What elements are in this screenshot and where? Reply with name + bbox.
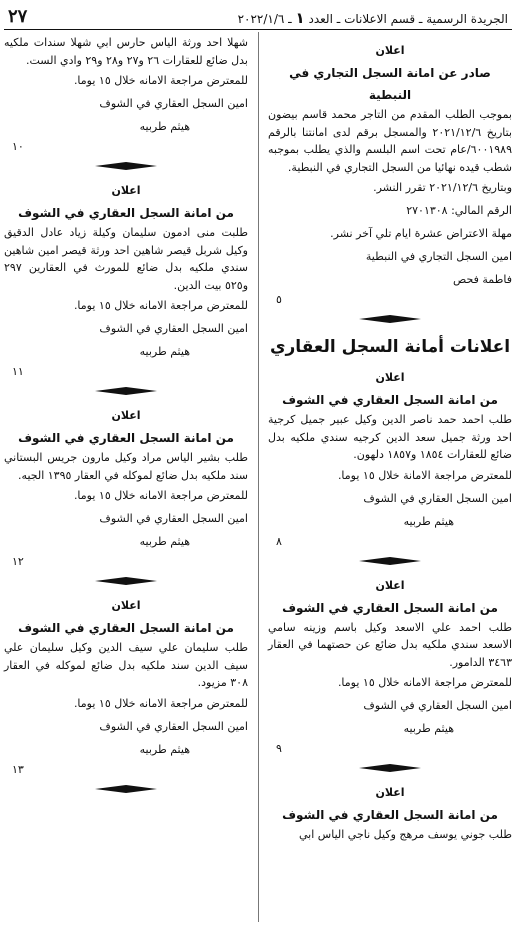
notice [268, 367, 512, 551]
objection-period: للمعترض مراجعة الامانه خلال ١٥ يوما. [73, 74, 248, 87]
title-prefix: الجريدة الرسمية ـ قسم الاعلانات ـ العدد [308, 12, 508, 26]
title-suffix: ـ ٢٠٢٢/١/٦ [237, 12, 292, 26]
notice-body: طلب احمد حمد ناصر الدين وكيل عبير جميل كرجية احد ورثة جميل سعد الدين كرجيه سندي ملكيه بدل ضائع للعقارات ١٨٥٤ و١٨٥٧ دلهون. [268, 413, 512, 461]
objection-period: للمعترض مراجعة الامانه خلال ١٥ يوما. [337, 676, 512, 689]
notice-issuer: من امانة السجل العقاري في الشوف [282, 808, 498, 822]
signatory-title: امين السجل التجاري في النبطية [365, 250, 512, 263]
signatory-title: امين السجل العقاري في الشوف [99, 512, 248, 525]
notice-number: ٩ [276, 742, 282, 755]
signatory-title: امين السجل العقاري في الشوف [99, 97, 248, 110]
notice-issuer: من امانة السجل العقاري في الشوف [18, 431, 234, 445]
notice [4, 595, 248, 779]
objection-period: مهلة الاعتراض عشرة ايام تلي آخر نشر. [330, 227, 512, 240]
header-rule [4, 29, 512, 30]
notice-heading: اعلان [375, 786, 405, 799]
notice [268, 782, 512, 844]
objection-period: للمعترض مراجعة الامانة خلال ١٥ يوما. [337, 468, 512, 482]
separator-ornament [4, 573, 248, 589]
signatory-title: امين السجل العقاري في الشوف [363, 491, 512, 505]
objection-period: للمعترض مراجعة الامانه خلال ١٥ يوما. [73, 489, 248, 502]
signatory-name: هيثم طربيه [139, 742, 190, 756]
notice-heading: اعلان [375, 44, 405, 57]
financial-number: الرقم المالي: ٢٧٠١٣٠٨ [406, 204, 512, 217]
signatory-name: هيثم طربيه [403, 722, 454, 735]
page-number: ٢٧ [8, 6, 28, 27]
left-column [4, 34, 248, 799]
gazette-title [238, 9, 508, 27]
separator-ornament [268, 311, 512, 327]
notice-body: بموجب الطلب المقدم من التاجر محمد قاسم بيضون بتاريخ ٢٠٢١/١٢/٦ والمسجل برقم لدى امانتنا بالرقم ٦٠٠١٩٨٩/عام تحت اسم البلسم والذي يطلب بموجبه شطب قيده نهائيا من السجل التجاري في النبطية. [268, 108, 512, 174]
notice-number: ٥ [276, 293, 282, 306]
notice-number: ٨ [276, 534, 282, 548]
notice-heading: اعلان [111, 409, 141, 422]
decision-date: وبتاريخ ٢٠٢١/١٢/٦ تقرر النشر. [373, 181, 512, 194]
separator-ornament [4, 383, 248, 399]
notice-continued [4, 34, 248, 156]
signatory-name: هيثم طربيه [403, 514, 454, 528]
page-header [4, 6, 512, 28]
notice-heading: اعلان [375, 371, 405, 384]
signatory-title: امين السجل العقاري في الشوف [363, 699, 512, 712]
section-title: اعلانات أمانة السجل العقاري [269, 337, 511, 357]
signatory-title: امين السجل العقاري في الشوف [99, 719, 248, 733]
notice-issuer: من امانة السجل العقاري في الشوف [282, 600, 498, 615]
notice-issuer: من امانة السجل العقاري في الشوف [282, 393, 498, 407]
separator-ornament [268, 760, 512, 776]
notice-issuer: من امانة السجل العقاري في الشوف [18, 621, 234, 635]
notice-number: ١١ [12, 365, 24, 378]
objection-period: للمعترض مراجعة الامانه خلال ١٥ يوما. [73, 696, 248, 710]
notice [4, 180, 248, 381]
signatory-name: هيثم طربيه [139, 120, 190, 133]
objection-period: للمعترض مراجعة الامانه خلال ١٥ يوما. [73, 299, 248, 312]
signatory-name: هيثم طربيه [139, 345, 190, 358]
separator-ornament [4, 781, 248, 797]
notice-issuer: صادر عن امانة السجل التجاري في النبطية [289, 66, 491, 102]
notice-number: ١٣ [12, 762, 24, 776]
notice-body: طلبت منى ادمون سليمان وكيلة زياد عادل الدقيق وكيل شربل قيصر شاهين احد ورثة قيصر امين شاهين سندي ملكيه بدل ضائع للمورث في العقارين ٢٩٧ و٥٢٥ بيت الدين. [4, 226, 248, 292]
notice-body: شهلا احد ورثة الياس حارس ابي شهلا سندات ملكيه بدل ضائع للعقارات ٢٦ و٢٧ و٢٨ و٢٩ وادي الست. [4, 36, 248, 67]
notice-number: ١٠ [12, 140, 24, 153]
separator-ornament [4, 158, 248, 174]
notice-heading: اعلان [375, 578, 405, 592]
notice-body: طلب سليمان علي سيف الدين وكيل سليمان علي سيف الدين سند ملكيه بدل ضائع لموكله في العقار ٣٠٨ مزيود. [4, 641, 248, 689]
signatory-name: هيثم طربيه [139, 535, 190, 548]
notice-heading: اعلان [111, 599, 141, 612]
notice [268, 575, 512, 759]
notice [4, 405, 248, 571]
signatory-name: فاطمة فحص [453, 273, 512, 286]
notice-body: طلب احمد علي الاسعد وكيل باسم وزينه سامي الاسعد سندي ملكيه بدل ضائع عن حصتهما في العقار ٣٤٦٣ الدامور. [268, 620, 512, 669]
notice-heading: اعلان [111, 184, 141, 197]
separator-ornament [268, 553, 512, 569]
notice-body: طلب جوني يوسف مرهج وكيل ناجي الياس ابي [299, 828, 512, 841]
notice-number: ١٢ [12, 555, 24, 568]
notice-issuer: من امانة السجل العقاري في الشوف [18, 206, 234, 220]
right-column [268, 34, 512, 844]
notice [268, 40, 512, 309]
notice-body: طلب بشير الياس مراد وكيل مارون جريس البستاني سند ملكيه بدل ضائع لموكله في العقار ١٣٩٥ الجيه. [4, 451, 248, 482]
issue-number: ١ [295, 9, 305, 27]
signatory-title: امين السجل العقاري في الشوف [99, 322, 248, 335]
column-divider [258, 32, 259, 922]
